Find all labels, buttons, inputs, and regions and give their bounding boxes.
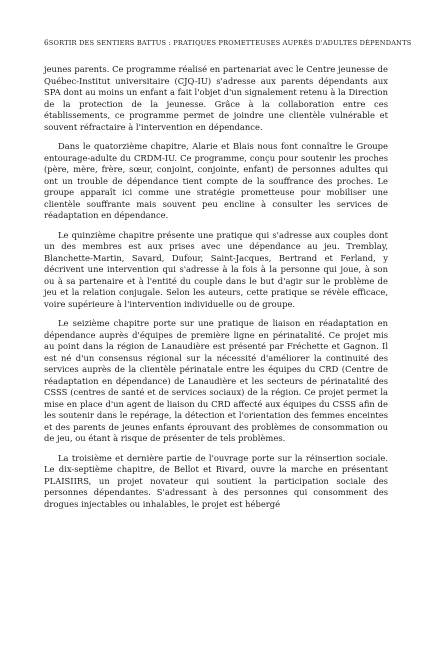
paragraph: Le seizième chapitre porte sur une pratique de liaison en réadaptation en dépendance auprès d'équipes de première ligne en périnatalité. Ce projet mis au point dans la région de Lanaudière est présenté par Fréchette et Gagnon. Il est né d'un consensus régional sur la nécessité d'améliorer la continuité des services auprès de la clientèle périnatale entre les équipes du CRD (Centre de réadaptation en dépendance) de Lanaudière et les secteurs de périnatalité des CSSS (centres de santé et de services sociaux) de la région. Ce projet permet la mise en place d'un agent de liaison du CRD affecté aux équipes du CSSS afin de les soutenir dans le repérage, la détection et l'orientation des femmes enceintes et des parents de jeunes enfants éprouvant des problèmes de consommation ou de jeu, ou étant à risque de présenter de tels problèmes. <box>44 318 388 443</box>
page-header <box>44 38 412 47</box>
paragraph: jeunes parents. Ce programme réalisé en partenariat avec le Centre jeunesse de Québec-Institut universitaire (CJQ-IU) s'adresse aux parents dépendants aux SPA dont au moins un enfant a fait l'objet d'un signalement retenu à la Direction de la protection de la jeunesse. Grâce à la collaboration entre ces établissements, ce programme permet de joindre une clientèle vulnérable et souvent réfractaire à l'intervention en dépendance. <box>44 64 388 132</box>
body-text <box>44 64 388 518</box>
paragraph: Le quinzième chapitre présente une pratique qui s'adresse aux couples dont un des membres est aux prises avec une dépendance au jeu. Tremblay, Blanchette-Martin, Savard, Dufour, Saint-Jacques, Bertrand et Ferland, y décrivent une intervention qui s'adresse à la fois à la personne qui joue, à son ou à sa partenaire et à l'entité du couple dans le but d'agir sur le problème de jeu et la relation conjugale. Selon les auteurs, cette pratique se révèle efficace, voire supérieure à l'intervention individuelle ou de groupe. <box>44 229 388 309</box>
page-number: 6 <box>44 38 49 47</box>
paragraph: La troisième et dernière partie de l'ouvrage porte sur la réinsertion sociale. Le dix-septième chapitre, de Bellot et Rivard, ouvre la marche en présentant PLAISIIRS, un projet novateur qui soutient la participation sociale des personnes dépendantes. S'adressant à des personnes qui consomment des drogues injectables ou inhalables, le projet est hébergé <box>44 452 388 509</box>
paragraph: Dans le quatorzième chapitre, Alarie et Blais nous font connaître le Groupe entourage-adulte du CRDM-IU. Ce programme, conçu pour soutenir les proches (père, mère, frère, sœur, conjoint, conjointe, enfant) de personnes adultes qui ont un trouble de dépendance tient compte de la souffrance des proches. Le groupe apparaît ici comme une stratégie prometteuse pour mobiliser une clientèle souffrante mais souvent peu encline à consulter les services de réadaptation en dépendance. <box>44 141 388 220</box>
running-title: SORTIR DES SENTIERS BATTUS : PRATIQUES PROMETTEUSES AUPRÈS D'ADULTES DÉPENDANTS <box>48 39 412 47</box>
